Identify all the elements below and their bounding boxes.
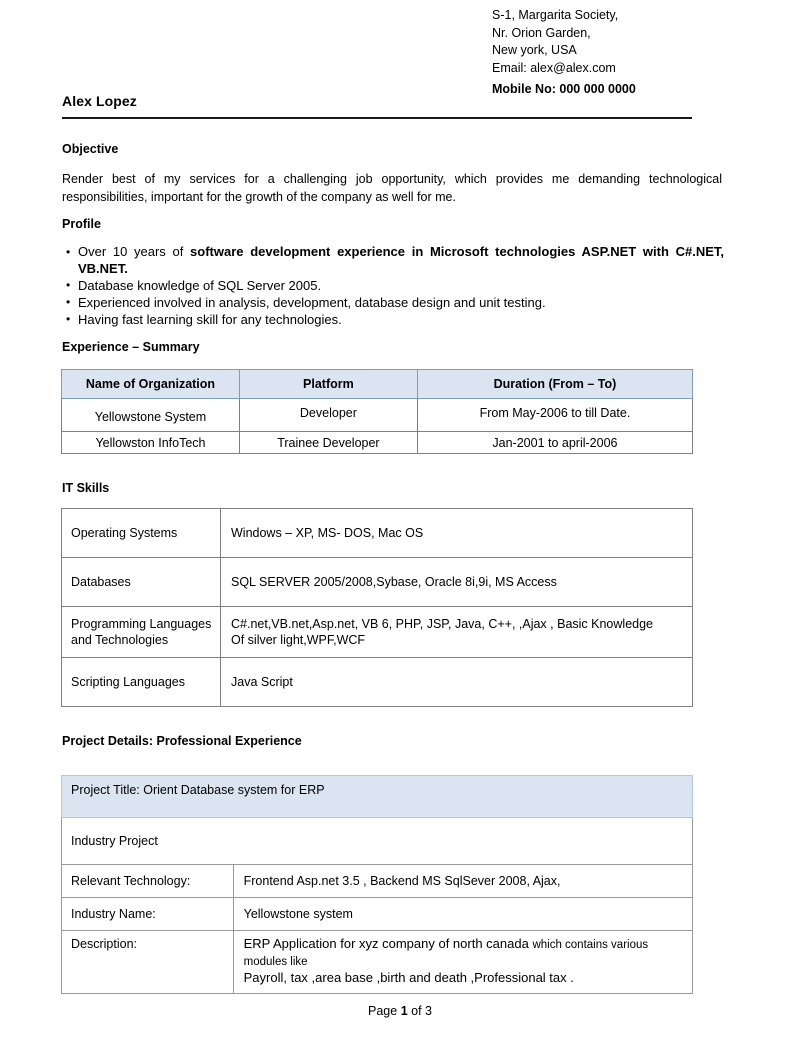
cell-industry-project: Industry Project: [62, 818, 693, 865]
description-line-1: [244, 936, 684, 970]
experience-heading: Experience – Summary: [62, 340, 200, 354]
footer-prefix: Page: [368, 1004, 401, 1018]
cell-description-label: Description:: [62, 931, 234, 994]
bullet-plain-text: Over 10 years of: [78, 244, 191, 259]
column-header-platform: Platform: [239, 370, 417, 399]
it-skills-table: [61, 508, 693, 707]
it-skills-heading: IT Skills: [62, 481, 110, 495]
table-row-industry-project: [62, 818, 693, 865]
description-emphasis: ERP Application for xyz company of north canada: [243, 936, 533, 951]
page-footer: [0, 1004, 800, 1018]
cell-skill-label: Databases: [62, 558, 221, 607]
table-row: [62, 865, 693, 898]
objective-text: Render best of my services for a challenging job opportunity, which provides me demanding technological responsibilities, important for the growth of the company as well for me.: [62, 172, 722, 204]
cell-platform: Developer: [239, 399, 417, 432]
table-row: [62, 607, 693, 658]
page-title: Alex Lopez: [62, 93, 137, 109]
mobile-line: [492, 82, 636, 96]
value-line-2: Of silver light,WPF,WCF: [231, 633, 366, 647]
cell-skill-label: Operating Systems: [62, 509, 221, 558]
project-details-table: [61, 775, 693, 994]
experience-summary-table: [61, 369, 693, 454]
address-line-3: New york, USA: [492, 43, 577, 57]
cell-duration: Jan-2001 to april-2006: [417, 432, 692, 454]
cell-duration: From May-2006 to till Date.: [417, 399, 692, 432]
cell-skill-value: Java Script: [221, 658, 693, 707]
table-row: [62, 658, 693, 707]
description-secondary: which contains various modules like: [243, 939, 649, 968]
address-line-2: Nr. Orion Garden,: [492, 25, 591, 40]
cell-organization: Yellowston InfoTech: [62, 432, 240, 454]
table-row: [62, 399, 693, 432]
column-header-organization: Name of Organization: [62, 370, 240, 399]
footer-page-number: 1: [400, 1004, 408, 1018]
table-row-project-title: [62, 776, 693, 818]
cell-industry-name-label: Industry Name:: [62, 898, 234, 931]
objective-heading: Objective: [62, 142, 119, 156]
cell-relevant-technology-label: Relevant Technology:: [62, 865, 234, 898]
cell-project-title: Project Title: Orient Database system for ERP: [62, 776, 693, 818]
cell-skill-value: Windows – XP, MS- DOS, Mac OS: [221, 509, 693, 558]
cell-skill-label: Scripting Languages: [62, 658, 221, 707]
column-header-duration: Duration (From – To): [417, 370, 692, 399]
bullet-bold-text: software development experience in Microsoft technologies ASP.NET with C#.NET, VB.NET.: [78, 244, 724, 276]
mobile-value: 000 000 0000: [559, 82, 636, 96]
description-line-2: Payroll, tax ,area base ,birth and death ,Professional tax .: [243, 970, 574, 985]
table-row: [62, 509, 693, 558]
table-row: [62, 898, 693, 931]
cell-skill-value: [221, 607, 693, 658]
cell-skill-label: [62, 607, 221, 658]
table-row: [62, 432, 693, 454]
value-line-1: C#.net,VB.net,Asp.net, VB 6, PHP, JSP, Java, C++, ,Ajax , Basic Knowledge: [231, 617, 653, 631]
label-line-2: and Technologies: [71, 633, 169, 647]
cell-organization: Yellowstone System: [62, 399, 240, 432]
cell-skill-value: SQL SERVER 2005/2008,Sybase, Oracle 8i,9i, MS Access: [221, 558, 693, 607]
cell-industry-name-value: Yellowstone system: [233, 898, 692, 931]
list-item: • Having fast learning skill for any technologies.: [62, 312, 724, 329]
profile-bullet-list: [62, 244, 724, 329]
list-item: [62, 244, 724, 277]
address-line-1: S-1, Margarita Society,: [492, 8, 619, 22]
list-item: • Database knowledge of SQL Server 2005.: [62, 278, 724, 295]
cell-platform: Trainee Developer: [239, 432, 417, 454]
cell-relevant-technology-value: Frontend Asp.net 3.5 , Backend MS SqlSever 2008, Ajax,: [233, 865, 692, 898]
footer-suffix: of 3: [407, 1004, 432, 1018]
table-header-row: [62, 370, 693, 399]
list-item: • Experienced involved in analysis, development, database design and unit testing.: [62, 295, 724, 312]
project-details-heading: Project Details: Professional Experience: [62, 734, 302, 748]
profile-heading: Profile: [62, 217, 101, 231]
label-line-1: Programming Languages: [71, 617, 212, 631]
mobile-label: Mobile No:: [492, 82, 556, 96]
table-row: [62, 931, 693, 994]
table-row: [62, 558, 693, 607]
title-divider: [62, 117, 692, 119]
email-line: Email: alex@alex.com: [492, 60, 616, 75]
contact-address-block: [492, 7, 618, 77]
cell-description-value: [233, 931, 692, 994]
